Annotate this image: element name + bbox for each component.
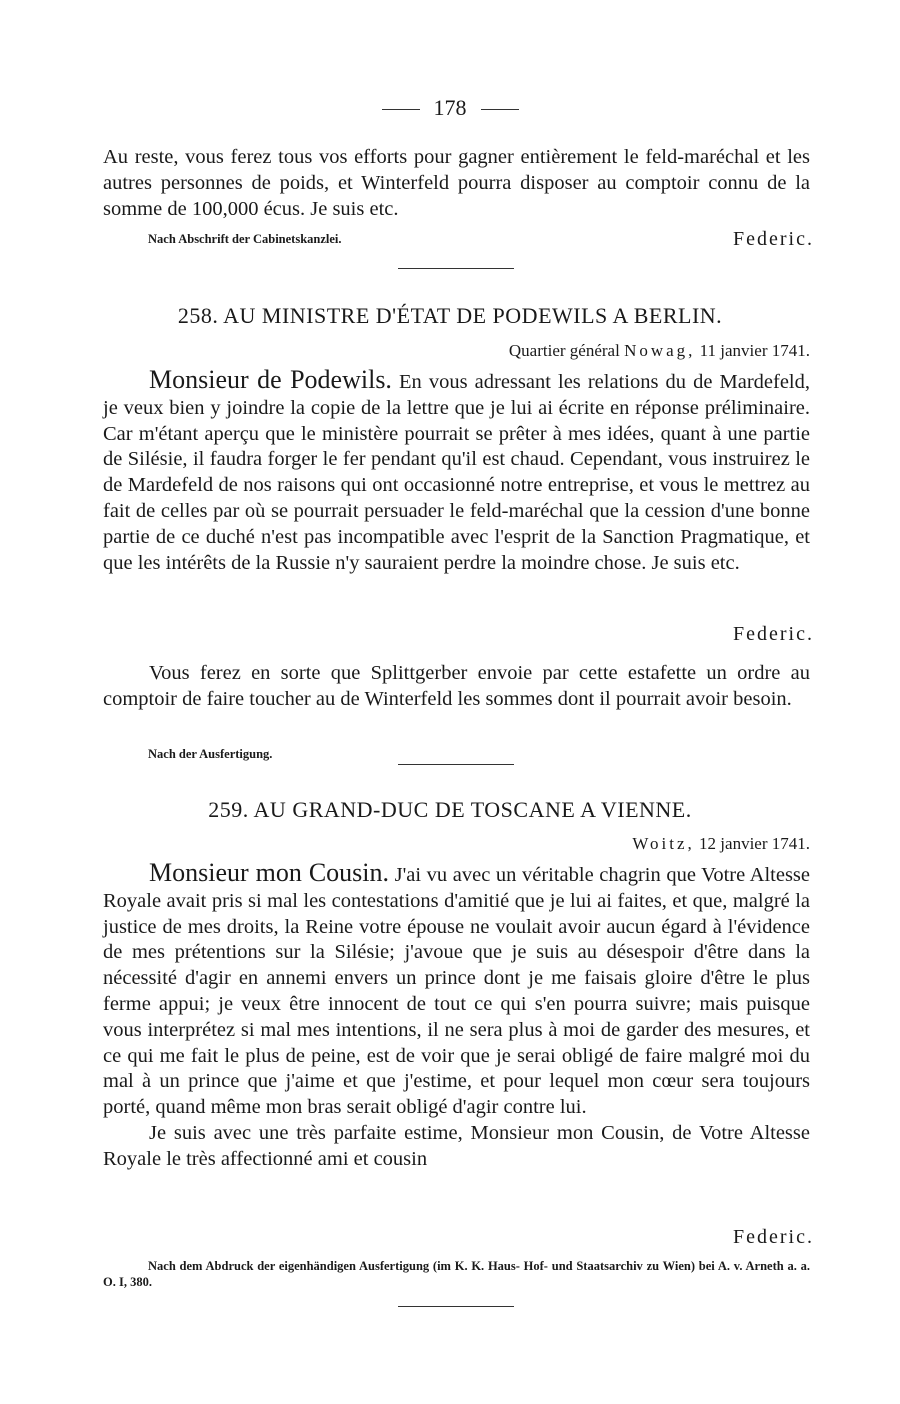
letter-258-body	[103, 367, 810, 576]
letter-259-salutation: Monsieur mon Cousin.	[149, 858, 389, 887]
letter-259-body-block	[103, 860, 810, 1173]
letter-258-postscript-block	[103, 661, 810, 713]
letter-259-date: 12 janvier 1741.	[699, 834, 810, 853]
letter-259-dateline	[632, 834, 810, 854]
letter-259-body	[103, 860, 810, 1121]
letter-258-number: 258.	[177, 303, 219, 328]
letter-258-date: 11 janvier 1741.	[699, 341, 810, 360]
top-paragraph: Au reste, vous ferez tous vos efforts pour gagner entièrement le feld-maréchal et les autres personnes de poids, et Winterfeld pourra disposer au comptoir connu de la somme de 100,000 écus. Je suis etc.	[103, 146, 810, 220]
letter-258-heading: AU MINISTRE D'ÉTAT DE PODEWILS A BERLIN.	[223, 303, 723, 328]
letter-258-date-prefix: Quartier général	[508, 341, 620, 360]
letter-258-body-text: En vous adressant les relations du de Mardefeld, je veux bien y joindre la copie de la lettre que je lui ai écrite en réponse préliminaire. Car m'étant aperçu que le ministère pourrait se prêter à mes idées, quant à une partie de Silésie, il faudra forger le fer pendant qu'il est chaud. Cependant, vous instruirez le de Mardefeld de nos raisons qui ont occasionné notre entreprise, et vous le mettrez au fait de celles par où se pourrait persuader le feld-maréchal que la cession d'une bonne partie de ce duché n'est pas incompatible avec l'esprit de la Sanction Pragmatique, et que les intérêts de la Russie n'y sauraient perdre la moindre chose. Je suis etc.	[103, 371, 811, 574]
letter-259-signature: Federic.	[733, 1226, 814, 1248]
letter-258-place: Nowag,	[624, 341, 696, 360]
letter-258-title	[0, 303, 900, 329]
header-dash-left	[382, 109, 420, 110]
letter-259-body-text: J'ai vu avec un véritable chagrin que Votre Altesse Royale avait pris si mal les contestations d'amitié que je lui ai faites, et que, malgré la justice de mes droits, la Reine votre épouse ne voulait avoir aucun égard à l'évidence de mes prétentions sur la Silésie; j'avoue que je suis au désespoir d'être dans la nécessité d'agir en annemi envers un prince dont je me faisais gloire d'être le plus ferme appui; je veux être innocent de tout ce qui s'en pourra suivre; mais puisque vous interprétez si mal mes intentions, il ne sera plus à moi de garder des mesures, et ce qui me fait le plus de peine, est de voir que je serai obligé de faire malgré moi du mal à un prince que j'aime et que j'estime, et pour lequel mon cœur sera toujours porté, quand même mon bras serait obligé d'agir contre lui.	[103, 864, 810, 1119]
letter-258-postscript: Vous ferez en sorte que Splittgerber envoie par cette estafette un ordre au comptoir de faire toucher au de Winterfeld les sommes dont il pourrait avoir besoin.	[103, 662, 810, 710]
letter-258-dateline	[509, 341, 810, 361]
letter-259-place: Woitz,	[632, 834, 695, 853]
letter-258-salutation: Monsieur de Podewils.	[149, 365, 392, 394]
page-header	[0, 95, 900, 121]
section-divider-1	[398, 268, 514, 269]
section-divider-3	[398, 1306, 514, 1307]
letter-259-closing: Je suis avec une très parfaite estime, Monsieur mon Cousin, de Votre Altesse Royale le très affectionné ami et cousin	[103, 1121, 810, 1170]
section-divider-2	[398, 764, 514, 765]
letter-259-source-note: Nach dem Abdruck der eigenhändigen Ausfertigung (im K. K. Haus- Hof- und Staatsarchiv zu Wien) bei A. v. Arneth a. a. O. I, 380.	[103, 1259, 810, 1289]
letter-259-heading: AU GRAND-DUC DE TOSCANE A VIENNE.	[253, 797, 692, 822]
top-signature: Federic.	[733, 228, 814, 250]
page-number: 178	[433, 95, 467, 120]
letter-258-body-block	[103, 367, 810, 576]
letter-259-title	[0, 797, 900, 823]
letter-258-signature: Federic.	[733, 623, 814, 645]
header-dash-right	[481, 109, 519, 110]
top-paragraph-block	[103, 145, 810, 222]
letter-258-source-note: Nach der Ausfertigung.	[148, 747, 273, 761]
letter-259-number: 259.	[208, 797, 249, 822]
top-source-note: Nach Abschrift der Cabinetskanzlei.	[148, 232, 342, 246]
